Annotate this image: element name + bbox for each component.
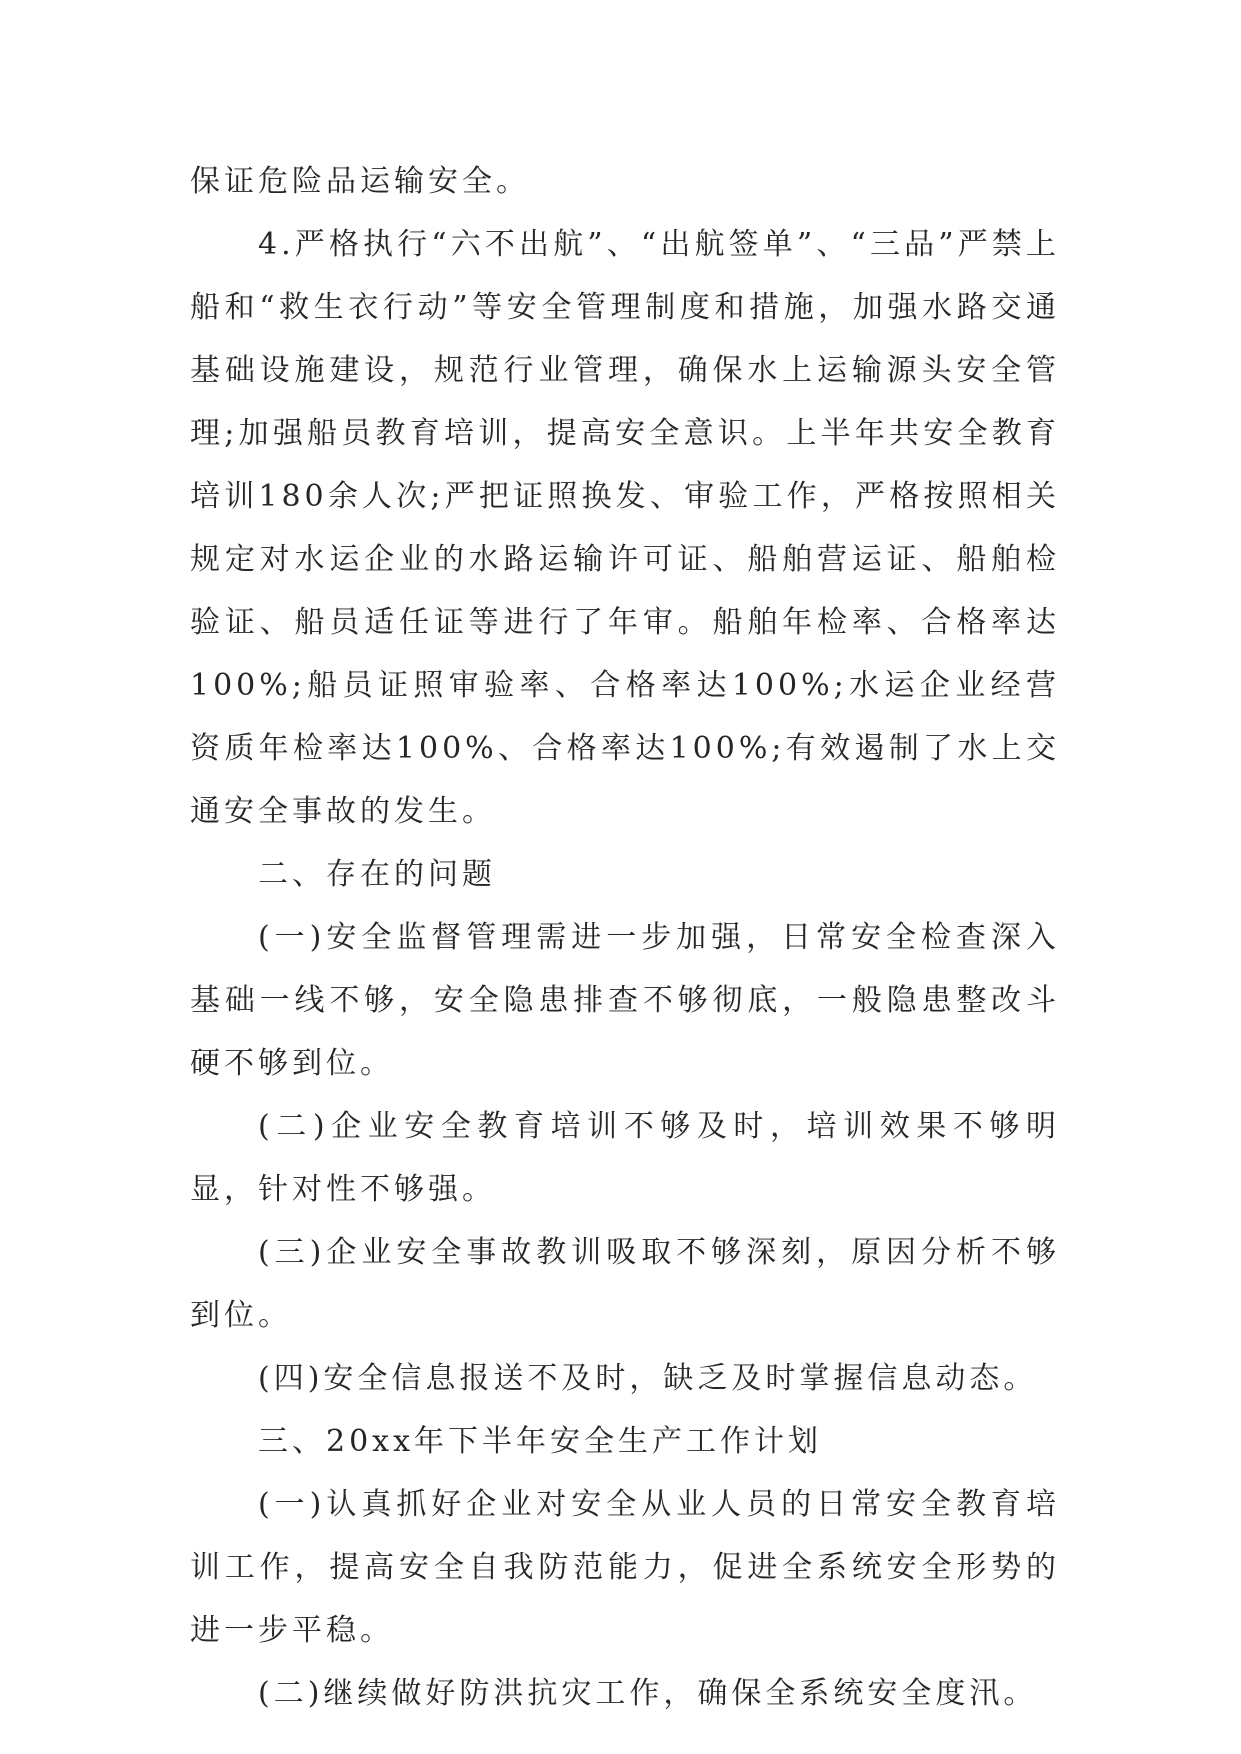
plan-item-1: (一)认真抓好企业对安全从业人员的日常安全教育培训工作，提高安全自我防范能力，促进全系统安全形势的进一步平稳。	[190, 1487, 1060, 1648]
section-heading-plan: 三、20xx年下半年安全生产工作计划	[258, 1424, 823, 1459]
problem-item-4: (四)安全信息报送不及时，缺乏及时掌握信息动态。	[258, 1361, 1038, 1396]
paragraph-item-4: 4.严格执行“六不出航”、“出航签单”、“三品”严禁上船和“救生衣行动”等安全管理制度和措施，加强水路交通基础设施建设，规范行业管理，确保水上运输源头安全管理;加强船员教育培训，提高安全意识。上半年共安全教育培训180余人次;严把证照换发、审验工作，严格按照相关规定对水运企业的水路运输许可证、船舶营运证、船舶检验证、船员适任证等进行了年审。船舶年检率、合格率达100%;船员证照审验率、合格率达100%;水运企业经营资质年检率达100%、合格率达100%;有效遏制了水上交通安全事故的发生。	[190, 227, 1060, 829]
problem-item-1: (一)安全监督管理需进一步加强，日常安全检查深入基础一线不够，安全隐患排查不够彻底，一般隐患整改斗硬不够到位。	[190, 920, 1060, 1081]
problem-item-2: (二)企业安全教育培训不够及时，培训效果不够明显，针对性不够强。	[190, 1109, 1060, 1207]
paragraph-continuation: 保证危险品运输安全。	[190, 164, 530, 199]
section-heading-problems: 二、存在的问题	[258, 857, 496, 892]
plan-item-2: (二)继续做好防洪抗灾工作，确保全系统安全度汛。	[258, 1676, 1038, 1711]
problem-item-3: (三)企业安全事故教训吸取不够深刻，原因分析不够到位。	[190, 1235, 1060, 1333]
document-body	[190, 150, 1060, 1725]
